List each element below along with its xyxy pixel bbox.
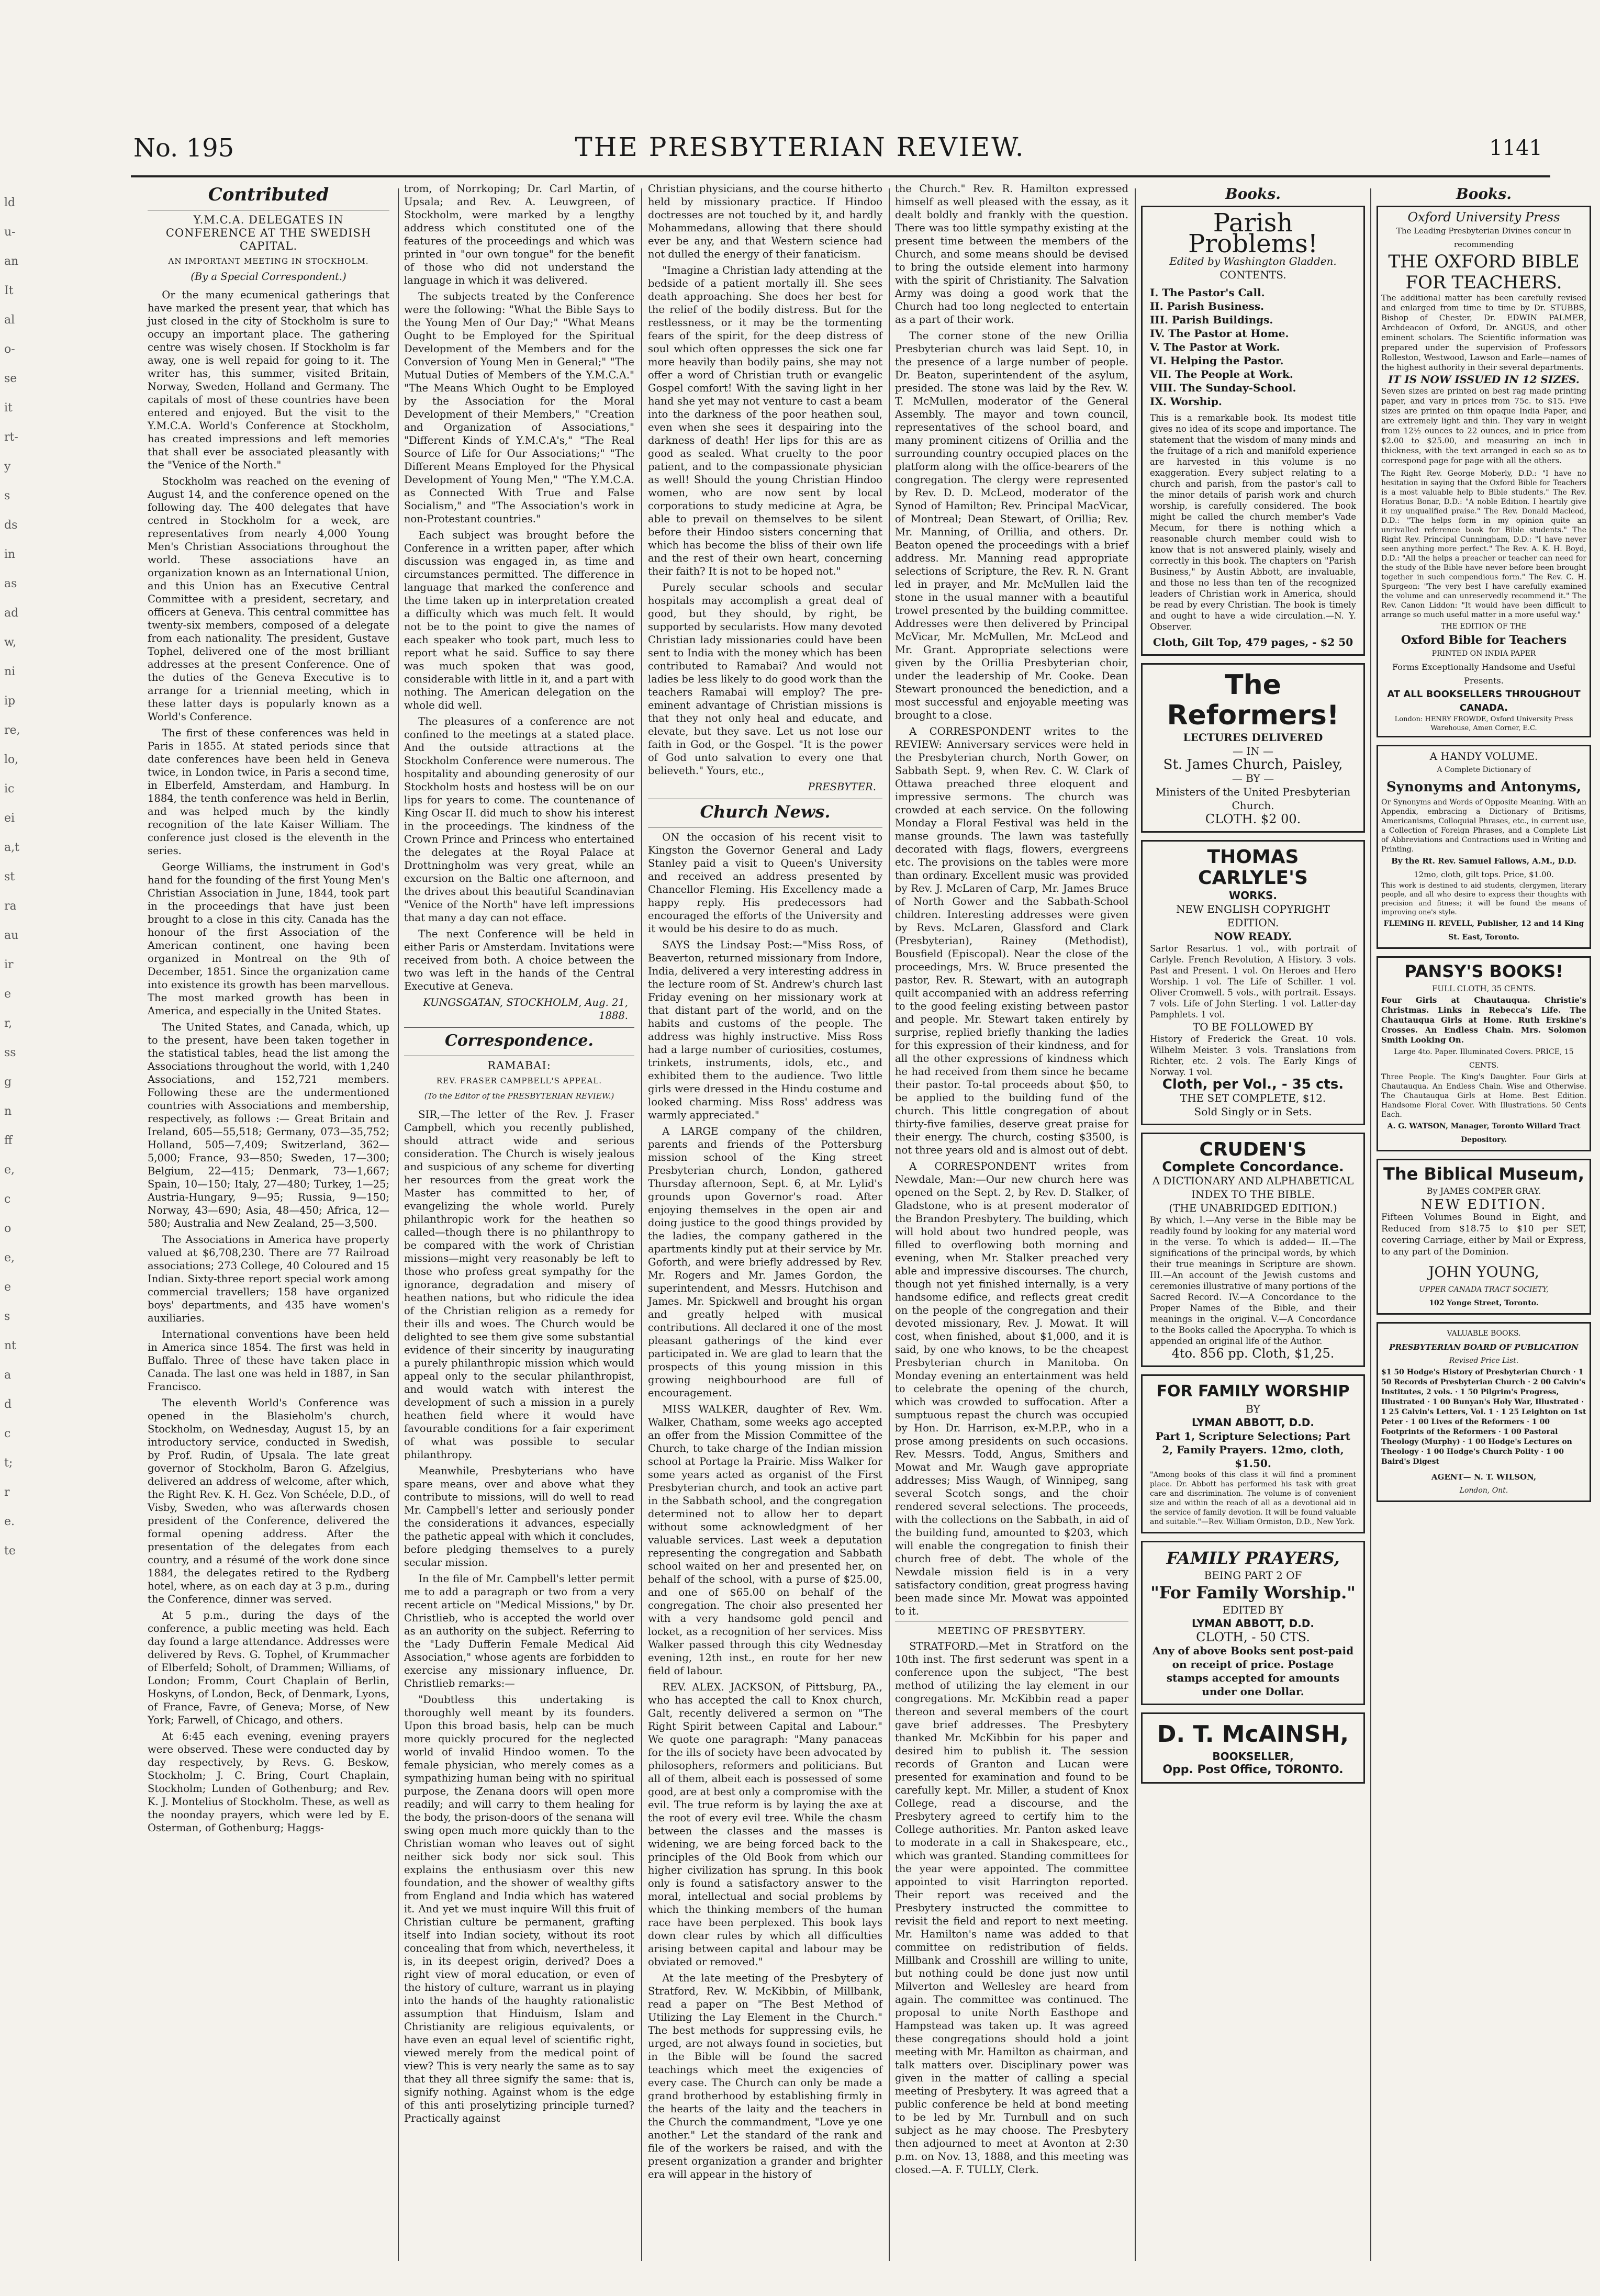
- ad-title: The Biblical Museum,: [1383, 1164, 1584, 1184]
- ad-title: FOR FAMILY WORSHIP: [1156, 1382, 1350, 1401]
- paragraph: A LARGE company of the children, parents and friends of the Pottersburg mission school of the King street Presbyterian church, London, gathered Thursday afternoon, Sept. 6, at Mr. Lylid's grounds upon Governor's road. After enjoying themselves in the open air and doing justice to the good things provided by the ladies, the company gathered in the apartments kindly put at their service by Mr. Goforth, and were briefly addressed by Rev. Mr. Rogers and Mr. James Gordon, the superintendent, and Messrs. Hutchison and James. Mr. Spickwell and brought his organ and greatly helped with musical contributions. All declared it one of the most pleasant gatherings of the kind ever participated in. We are glad to learn that the prospects of this young mission in this growing neighbourhood are full of encouragement.: [648, 1125, 882, 1399]
- ad-biblical-museum: [1377, 1159, 1591, 1315]
- ad-parish-problems: [1141, 206, 1365, 656]
- ad-family-worship: [1141, 1374, 1365, 1533]
- ad-text: Revised Price List.: [1449, 1357, 1519, 1365]
- ad-author: LYMAN ABBOTT, D.D.: [1191, 1416, 1314, 1429]
- masthead-rule: [131, 175, 1550, 177]
- letter-address: (To the Editor of the PRESBYTERIAN REVIEW.): [424, 1091, 614, 1101]
- ad-body: Sartor Resartus. 1 vol., with portrait of Carlyle. French Revolution, A History. 3 vols. Past and Present. 1 vol. On Heroes and Hero Worship. 1 vol. The Life of Schiller. 1 vol. Oliver Cromwell. 5 vols., with portrait. Essays. 7 vols. Life of John Sterling. 1 vol. Latter-day Pamphlets. 1 vol.: [1150, 944, 1356, 1020]
- issue-number: No. 195: [133, 133, 234, 163]
- paragraph: The first of these conferences was held in Paris in 1855. At stated periods since that date conferences have been held in Geneva twice, in London twice, in Paris a second time, in Elberfeld, Amsterdam, and Hamburg. In 1884, the tenth conference was held in Berlin, and was helped much by the kindly recognition of the late Kaiser William. The conference just closed is the eleventh in the series.: [148, 727, 389, 857]
- bookseller-name: D. T. McAINSH,: [1157, 1721, 1349, 1748]
- list-item: III. Parish Buildings.: [1150, 313, 1273, 326]
- paragraph: George Williams, the instrument in God's hand for the founding of the first Young Men's Christian Association in June, 1844, took part in the proceedings that have just been brought to a close in this city. Canada has the honour of the first Association of the American continent, one having been organized in Montreal on the 9th of December, 1851. Since the organization came into existence its growth has been marvellous. The most marked growth has been in America, and especially in the United States.: [148, 861, 389, 1017]
- list-item: I. The Pastor's Call.: [1150, 286, 1265, 299]
- paragraph: The corner stone of the new Orillia Presbyterian church was laid Sept. 10, in the presence of a large number of people. Dr. Beaton, superintendent of the asylum, presided. The stone was laid by the Rev. W. T. McMullen, moderator of the General Assembly. The mayor and town council, representatives of the school board, and many prominent citizens of Orillia and the surrounding country occupied places on the platform along with the office-bearers of the congregation. The clergy were represented by Rev. D. D. McLeod, moderator of the Synod of Hamilton; Rev. Principal MacVicar, of Montreal; Dean Stewart, of Orillia; Rev. Mr. Manning, of Orillia, and others. Dr. Beaton opened the proceedings with a brief address. Mr. Manning read appropriate selections of Scripture, the Rev. R. N. Grant led in prayer, and Mr. McMullen laid the stone in the usual manner with a beautiful trowel presented by the building committee. Addresses were then delivered by Principal McVicar, Mr. McMullen, Mr. McLeod and Mr. Grant. Appropriate selections were given by the Orillia Presbyterian choir, under the leadership of Mr. Cooke. Dean Stewart pronounced the benediction, and a most successful and enjoyable meeting was brought to a close.: [895, 330, 1128, 721]
- ad-publisher: Oxford University Press: [1407, 210, 1560, 225]
- paragraph: Each subject was brought before the Conference in a written paper, after which discussion was engaged in, as time and circumstances permitted. The difference in language that marked the conference and the time taken up in interpretation created a difficulty which was much felt. It would not be to the point to give the names of each speaker who took part, much less to report what he said. Suffice to say there was much spoken that was good, considerable with little in it, and a part with nothing. The American delegation on the whole did well.: [404, 529, 634, 711]
- ad-price: Large 4to. Paper. Illuminated Covers. PRICE, 15 CENTS.: [1394, 1048, 1574, 1070]
- ad-cruden: [1141, 1133, 1365, 1367]
- paragraph: MISS WALKER, daughter of Rev. Wm. Walker, Chatham, some weeks ago accepted an offer from the Mission Committee of the Church, to take charge of the Indian mission school at Portage la Prairie. Miss Walker for some years acted as organist of the First Presbyterian church, and took an active part in the Sabbath school, and the congregation determined not to allow her to depart without some acknowledgment of her valuable services. Last week a deputation representing the congregation and Sabbath school waited on her and presented her, on behalf of the school, with a purse of $25.00, and one of $65.00 on behalf of the congregation. The choir also presented her with a very handsome gold pencil and locket, as a recognition of her services. Miss Walker passed through this city Wednesday evening, 12th inst., en route for her new field of labour.: [648, 1403, 882, 1677]
- ad-text: EDITED BY: [1222, 1604, 1284, 1616]
- ad-carlyle: [1141, 840, 1365, 1125]
- ad-title: CRUDEN'S: [1199, 1139, 1307, 1160]
- ad-text: Ministers of the United Presbyterian Church.: [1155, 786, 1351, 812]
- ad-title: PANSY'S BOOKS!: [1404, 961, 1563, 981]
- paragraph: At the late meeting of the Presbytery of Stratford, Rev. W. McKibbin, of Millbank, read a paper on "The Best Method of Utilizing the Lay Element in the Church." The best methods for suppressing evils, he urged, are not always found in societies, but in the Bible will be found the sacred teachings which meet the exigencies of every case. The Church can only be made a grand brotherhood by establishing firmly in the hearts of the laity and the teachers in the Church the commandment, "Love ye one another." Let the standard of the rank and file of the workers be raised, and with the present organization a grander and brighter era will appear in the history of: [648, 1972, 882, 2180]
- ad-pansy: [1377, 956, 1591, 1151]
- ad-title: Synonyms and Antonyms,: [1386, 779, 1581, 795]
- newspaper-title: THE PRESBYTERIAN REVIEW.: [575, 132, 1025, 162]
- ad-text: Part 1, Scripture Selections; Part 2, Family Prayers. 12mo, cloth, $1.50.: [1155, 1430, 1350, 1470]
- ad-body: Seven sizes are printed on best rag made printing paper, and vary in prices from 75c. to $15. Five sizes are printed on thin opaque India Paper, and are extremely light and thin. They vary in weight from 12½ ounces to 22 ounces, and in price from $2.00 to $25.00, and measuring an inch in thickness, with the text arranged in each so as to correspond page for page with all the others.: [1381, 386, 1586, 465]
- paragraph: The pleasures of a conference are not confined to the meetings at a stated place. And the outside attractions at the Stockholm Conference were numerous. The hospitality and abounding generosity of our Stockholm hosts and hostess will be on our lips for years to come. The countenance of King Oscar II. did much to show his interest in the proceedings. The kindness of the Crown Prince and Princess who entertained the delegates at the Royal Palace at Drottningholm was very great, while an excursion on the Baltic one afternoon, and the drives about this beautiful Scandinavian "Venice of the North" have left impressions that many a day can not efface.: [404, 715, 634, 924]
- ad-text: AT ALL BOOKSELLERS THROUGHOUT CANADA.: [1387, 689, 1581, 713]
- list-item: VIII. The Sunday-School.: [1150, 382, 1296, 394]
- ad-subtitle: Complete Concordance.: [1162, 1159, 1344, 1175]
- bookseller-role: BOOKSELLER,: [1212, 1750, 1294, 1763]
- ad-valuable-books: [1377, 1322, 1591, 1502]
- ad-agent: AGENT— N. T. WILSON,: [1431, 1472, 1537, 1482]
- ad-price: Cloth, Gilt Top, 479 pages, - $2 50: [1153, 636, 1353, 648]
- ad-testimonials: The Right Rev. George Moberly, D.D.: "I have no hesitation in saying that the Oxford Bible for Teachers is a most valuable help to Bible students." The Rev. Horatius Bonar, D.D.: "A noble Edition. I heartily give it my unqualified praise." The Rev. Donald Macleod, D.D.: "The helps form in my opinion quite an unrivalled reference book for Bible students." The Right Rev. Principal Cunningham, D.D.: "I have never seen anything more perfect." The Rev. A. K. H. Boyd, D.D.: "All the helps a preacher or teacher can need for the study of the Bible have never before been brought together in such compendious form." The Rev. C. H. Spurgeon: "The very best I have carefully examined the volume and can unreservedly recommend it." The Rev. Canon Liddon: "It would have been difficult to arrange so much useful matter in a more useful way.": [1381, 469, 1586, 619]
- ad-body: The additional matter has been carefully revised and enlarged from time to time by Dr. STUBBS, Bishop of Chester, Dr. EDWIN PALMER, Archdeacon of Oxford, Dr. ANGUS, and other eminent scholars. The Scientific information was prepared under the supervision of Professors Rolleston, Westwood, Lawson and Earle—names of the highest authority in their several departments.: [1381, 293, 1586, 372]
- ad-mcainsh: [1141, 1712, 1365, 1784]
- ad-title: The Reformers!: [1167, 669, 1339, 731]
- byline: (By a Special Correspondent.): [191, 271, 346, 283]
- paragraph: "Doubtless this undertaking is thoroughly well meant by its founders. Upon this broad basis, help can be much more quickly procured for the neglected world of invalid Hindoo women. To the female physician, who merely comes as a sympathizing human being with no spiritual purpose, the Zenana doors will open more readily; and will carry to them healing for the body, the prison-doors of the senana will swing open much more quickly than to the Christian woman who leaves out of sight neither sick body nor sick soul. This explains the enthusiasm over this new foundation, and the shower of wealthy gifts from England and India which has watered it. And yet we must inquire Will this fruit of Christian culture be permanent, grafting itself into Indian society, without its root concealing that from which, nevertheless, it is, in its deepest origin, derived? Does a right view of moral education, or even of the history of culture, warrant us in playing into the hands of the haughty rationalistic assumption that Hinduism, Islam and Christianity are religious equivalents, or have even an equal level of scientific right, viewed merely from the medical point of view? This is very nearly the same as to say that they all three signify the same: that is, signify nothing. Against whom is the edge of this anti proselytizing principle turned? Practically against: [404, 1694, 634, 2124]
- paragraph: The eleventh World's Conference was opened in the Blasieholm's church, Stockholm, on Wednesday, August 15, by an introductory service, conducted in Swedish, by Prof. Rudin, of Upsala. The late great governor of Stockholm, Baron G. Afzelgius, delivered an address of welcome, after which, the Right Rev. K. H. Gez. Von Schéele, D.D., of Visby, Sweden, who was afterwards chosen president of the Conference, delivered the formal opening address. After the presentation of the delegates from each country, and a résumé of the work done since 1884, the delegates retired to the Rydberg hotel, where, as on each day at 3 p.m., during the Conference, dinner was served.: [148, 1397, 389, 1605]
- column-rule: [1135, 188, 1136, 2261]
- letter-title: RAMABAI:: [487, 1059, 551, 1072]
- ad-body: Or Synonyms and Words of Opposite Meaning. With an Appendix, embracing a Dictionary of Britisms, Americanisms, Colloquial Phrases, etc., in current use, a Collection of Foreign Phrases, and a Complete List of Abbreviations and Contractions used in Writing and Printing.: [1381, 798, 1586, 854]
- paragraph: STRATFORD.—Met in Stratford on the 10th inst. The first sederunt was spent in a conference upon the subject, "The best method of utilizing the lay element in our congregations. Mr. McKibbin read a paper thereon and several members of the court gave brief addresses. The Presbytery thanked Mr. McKibbin for his paper and desired him to publish it. The session records of Granton and Lucan were presented for examination and found to be carefully kept. Mr. Miller, a student of Knox College, read a discourse, and the Presbytery agreed to certify him to the College authorities. Mr. Panton asked leave to moderate in a call in Shakespeare, etc., which was granted. Standing committees for the year were appointed. The committee appointed to visit Harrington reported. Their report was received and the Presbytery instructed the committee to revisit the field and report to next meeting. Mr. Hamilton's name was added to that committee on redistribution of fields. Millbank and Crosshill are willing to unite, but nothing could be done just now until Milverton and Wellesley are heard from again. The committee was continued. The proposal to unite North Easthope and Hampstead was taken up. It was agreed these congregations should hold a joint meeting with Mr. Hamilton as chairman, and talk matters over. Disciplinary power was given in the matter of calling a special meeting of Presbytery. It was agreed that a public conference be held at bond meeting to be led by Mr. Turnbull and on such subject as he may choose. The Presbytery then adjourned to meet at Avonton at 2:30 p.m. on Nov. 13, 1888, and this meeting was closed.—A. F. TULLY, Clerk.: [895, 1640, 1128, 2176]
- ad-address: 102 Yonge Street, Toronto.: [1429, 1299, 1539, 1307]
- paragraph: Purely secular schools and secular hospitals may accomplish a great deal of good, but they should, by right, be supported by secularists. How many devoted Christian lady missionaries could have been sent to India with the money which has been contributed to Ramabai? And would not ladies be less likely to do good work than the teachers Ramabai will employ? The pre-eminent advantage of Christian missions is that they not only heal and educate, and elevate, but they save. Let us not lose our faith in God, or the Gospel. "It is the power of God unto salvation to every one that believeth." Yours, etc.,: [648, 581, 882, 777]
- column-rule: [398, 188, 399, 2261]
- paragraph: The next Conference will be held in either Paris or Amsterdam. Invitations were received from both. A choice between the two was left in the hands of the Central Executive at Geneva.: [404, 928, 634, 992]
- ad-text: BEING PART 2 OF: [1204, 1569, 1302, 1582]
- ad-author: By the Rt. Rev. Samuel Fallows, A.M., D.D.: [1391, 856, 1576, 866]
- paragraph: the Church." Rev. R. Hamilton expressed himself as well pleased with the essay, as it dealt boldly and frankly with the question. There was too little sympathy existing at the present time between the members of the Church, and some means should be devised to bring the outside element into harmony with the spirit of Christianity. The Salvation Army was doing a good work that the Church had too long neglected to entertain as a part of their work.: [895, 183, 1128, 326]
- ad-text: VALUABLE BOOKS.: [1447, 1329, 1521, 1338]
- ad-reformers: [1141, 663, 1365, 833]
- ad-body: This is a remarkable book. Its modest title gives no idea of its scope and importance. The statement that the wisdom of many minds and the fruitage of a rich and manifold experience are harvested in this volume is no exaggeration. Every subject relating to a church and parish, from the pastor's call to the minor details of parish work and church worship, is carefully considered. The book might be called the church member's Vade Mecum, for there is nothing which a reasonable church member could wish to know that is not answered plainly, wisely and correctly in this book. The chapters on "Parish Business," by Austin Abbott, are invaluable, and those no less than ten of the recognized leaders of Christian work in America, should be read by every Christian. The book is timely and ought to have a wide circulation.—N. Y. Observer.: [1150, 413, 1356, 632]
- ad-title: FAMILY PRAYERS,: [1166, 1548, 1340, 1568]
- ad-price: CLOTH, - 50 CTS.: [1196, 1630, 1310, 1644]
- paragraph: Stockholm was reached on the evening of August 14, and the conference opened on the following day. The 400 delegates that have centred in Stockholm for a week, are representatives from nearly 4,000 Young Men's Christian Associations throughout the world. These associations have an organization known as an International Union, and this Union has an Executive Central Committee with a president, secretary, and officers at Geneva. This central committee has twenty-six members, composed of a delegate from each nationality. The president, Gustave Tophel, delivered one of the most brilliant addresses at the present Conference. One of the duties of the Geneva Executive is to arrange for a triennial meeting, which in these latter days is popularly known as a World's Conference.: [148, 475, 389, 723]
- ad-text: Forms Exceptionally Handsome and Useful Presents.: [1392, 662, 1576, 686]
- ad-text: TO BE FOLLOWED BY: [1192, 1021, 1314, 1033]
- paragraph: Meanwhile, Presbyterians who have spare means, over and above what they contribute to missions, will do well to read Mr. Campbell's letter and seriously ponder the considerations it advances, especially the pathetic appeal with which it concludes, before pledging themselves to a purely secular mission.: [404, 1465, 634, 1569]
- section-heading: Books.: [1456, 185, 1512, 203]
- ad-author: By JAMES COMPER GRAY.: [1426, 1186, 1541, 1196]
- letter-subtitle: REV. FRASER CAMPBELL'S APPEAL.: [436, 1076, 602, 1085]
- ad-price: Cloth, per Vol., - 35 cts.: [1162, 1077, 1344, 1092]
- ad-editor: Edited by Washington Gladden.: [1169, 255, 1337, 267]
- bookseller-address: Opp. Post Office, TORONTO.: [1162, 1763, 1344, 1776]
- ad-subtitle: "For Family Worship.": [1150, 1583, 1356, 1603]
- ad-text: UPPER CANADA TRACT SOCIETY,: [1418, 1285, 1549, 1294]
- ad-text: A Complete Dictionary of: [1437, 766, 1531, 774]
- column-rule: [889, 188, 890, 2261]
- ad-text: London: HENRY FROWDE, Oxford University Press Warehouse, Amen Corner, E.C.: [1394, 715, 1573, 732]
- page-number: 1141: [1489, 136, 1542, 160]
- ad-text: NOW READY.: [1214, 930, 1292, 943]
- ad-synonyms: [1377, 745, 1591, 949]
- paragraph: The Associations in America have property valued at $6,708,230. There are 77 Railroad associations; 273 College, 40 Coloured and 15 Indian. Sixty-three report special work among commercial travellers; 158 have organized boys' departments, and 435 have women's auxiliaries.: [148, 1234, 389, 1324]
- section-heading: Correspondence.: [445, 1032, 594, 1050]
- ad-text: — IN —: [1232, 745, 1274, 757]
- ad-text: Sold Singly or in Sets.: [1194, 1105, 1312, 1118]
- meeting-title: MEETING OF PRESBYTERY.: [937, 1626, 1086, 1637]
- divider: [404, 1027, 634, 1028]
- paragraph: SAYS the Lindsay Post:—"Miss Ross, of Beaverton, returned missionary from Indore, India, delivered a very interesting address in the lecture room of St. Andrew's church last Friday evening on her missionary work at that distant part of the world, and on the habits and customs of the people. The address was highly instructive. Miss Ross had a large number of curiosities, costumes, trinkets, instruments, idols, etc., and exhibited them to the audience. Two little girls were dressed in the Hindu costume and looked charming. Miss Ross' address was warmly appreciated.": [648, 939, 882, 1121]
- ad-contents-label: CONTENTS.: [1219, 268, 1286, 281]
- ad-quote: "Among books of this class it will find a prominent place. Dr. Abbott has performed his task with great care and discrimination. The volume is of convenient size and within the reach of all as a devotional aid in the service of family devotion. It will be found valuable and suitable."—Rev. William Ormiston, D.D., New York.: [1150, 1471, 1356, 1526]
- paragraph: trom, of Norrkoping; Dr. Carl Martin, of Upsala; and Rev. A. Leuwgreen, of Stockholm, were marked by a lengthy address which constituted one of the features of the proceedings and which was printed in "our own tongue" for the benefit of those who did not understand the language in which it was delivered.: [404, 183, 634, 286]
- ad-list: $1 50 Hodge's History of Presbyterian Church · 1 50 Records of Presbyterian Church · 2 00 Calvin's Institutes, 2 vols. · 1 50 Pilgrim's Progress, Illustrated · 1 00 Bunyan's Holy War, Illustrated · 1 25 Calvin's Letters, Vol. 1 · 1 25 Leighton on 1st Peter · 1 00 Lives of the Reformers · 1 00 Footprints of the Reformers · 1 00 Pastoral Theology (Murphy) · 1 00 Hodge's Lectures on Theology · 1 00 Hodge's Church Polity · 1 00 Baird's Digest: [1381, 1368, 1586, 1466]
- masthead: [0, 0, 1600, 188]
- ad-title: THE OXFORD BIBLE FOR TEACHERS.: [1388, 251, 1580, 293]
- ad-text: (THE UNABRIDGED EDITION.): [1169, 1202, 1337, 1214]
- ad-author: LYMAN ABBOTT, D.D.: [1191, 1617, 1314, 1630]
- column-four: [895, 182, 1128, 2268]
- paragraph: The United States, and Canada, which, up to the present, have been taken together in the statistical tables, head the list among the Associations throughout the world, with 1,240 Associations, and 152,721 members. Following these are the undermentioned countries with Associations and membership, respectively, as follows :— Great Britain and Ireland, 605—55,518; Germany, 073—35,752; Holland, 505—7,409; Switzerland, 362—5,000; France, 93—850; Sweden, 17—300; Belgium, 22—415; Denmark, 73—1,667; Spain, 10—150; Italy, 27—480; Turkey, 1—25; Austria-Hungary, 9—95; Russia, 9—150; Norway, 43—690; Asia, 48—450; Africa, 12—580; Australia and New Zealand, 25—3,500.: [148, 1021, 389, 1229]
- article-subtitle: AN IMPORTANT MEETING IN STOCKHOLM.: [168, 256, 369, 266]
- paragraph: A CORRESPONDENT writes to the REVIEW: Anniversary services were held in the Presbyterian church, North Gower, on Sabbath Sept. 9, when Rev. C. W. Clark of Ottawa preached three eloquent and impressive sermons. The church was crowded at each service. On the following Monday a Floral Festival was held in the manse grounds. The lawn was tastefully decorated with flags, flowers, evergreens etc. The provisions on the tables were more than ordinary. Excellent music was provided by Rev. J. McLaren of Carp, Mr. James Bruce of North Gower and the Sabbath-School children. Interesting addresses were given by Revs. McLaren, Glassford and Clark (Presbyterian), Rainey (Methodist), Bousfield (Episcopal). Near the close of the proceedings, Mrs. W. Bruce presented the pastor, Rev. R. Stewart, with an autograph quilt accompanied with an address referring to the good feeling existing between pastor and people. Mr. Stewart taken entirely by surprise, replied briefly thanking the ladies for this expression of their kindness, and for all the other expressions of kindness which he had received from them since he became their pastor. To-tal proceeds about $50, to be applied to the building fund of the church. This little congregation of about thirty-five families, deserve great praise for their energy. The church, costing $3500, is not three years old and is almost out of debt.: [895, 725, 1128, 1156]
- article-title: Y.M.C.A. DELEGATES IN CONFERENCE AT THE SWEDISH CAPITAL.: [165, 214, 372, 252]
- ad-text: BY: [1246, 1403, 1260, 1415]
- column-contributed: [148, 182, 389, 2268]
- ad-publisher: FLEMING H. REVELL, Publisher, 12 and 14 King St. East, Toronto.: [1383, 920, 1584, 942]
- list-item: IV. The Pastor at Home.: [1150, 327, 1289, 340]
- ad-text: The Leading Presbyterian Divines concur in recommending: [1396, 226, 1572, 249]
- ad-text: NEW ENGLISH COPYRIGHT EDITION.: [1176, 903, 1330, 929]
- ad-body: History of Frederick the Great. 10 vols. Wilhelm Meister. 3 vols. Translations from Richter, etc. 2 vols. The Early Kings of Norway. 1 vol.: [1150, 1034, 1356, 1077]
- list-item: V. The Pastor at Work.: [1150, 341, 1280, 353]
- paragraph: In the file of Mr. Campbell's letter permit me to add a paragraph or two from a very recent article on "Medical Missions," by Dr. Christlieb, who is accepted the world over as an authority on the subject. Referring to the "Lady Dufferin Female Medical Aid Association," whose agents are forbidden to exercise any missionary influence, Dr. Christlieb remarks:—: [404, 1573, 634, 1689]
- ad-text: NEW EDITION.: [1420, 1197, 1547, 1213]
- ad-text: IT IS NOW ISSUED IN 12 SIZES.: [1388, 373, 1580, 386]
- column-three: [648, 182, 882, 2268]
- paragraph: At 6:45 each evening, evening prayers were observed. These were conducted day by day respectively, by Revs. G. Beskow, Stockholm; J. C. Bring, Court Chaplain, Stockholm; Lunden of Gothenburg; and Rev. K. J. Montelius of Stockholm. These, as well as the noonday prayers, which were led by E. Osterman, of Gothenburg; Haggs-: [148, 1730, 389, 1834]
- paragraph: At 5 p.m., during the days of the conference, a public meeting was held. Each day found a large attendance. Addresses were delivered by Revs. G. Tophel, of Krummacher of Elberfeld; Soholt, of Drammen; Williams, of London; Fromm, Court Chaplain of Berlin, Hoskyns, of London, Beck, of Denmark, Lyons, of France, Favre, of Geneva; Morse, of New York; Farwell, of Chicago, and others.: [148, 1609, 389, 1726]
- ad-price: CLOTH. $2 00.: [1205, 812, 1301, 826]
- ad-note: Any of above Books sent post-paid on receipt of price. Postage stamps accepted for amounts under one Dollar.: [1152, 1644, 1354, 1698]
- ad-contents-list: [1150, 286, 1356, 408]
- signature: PRESBYTER.: [808, 781, 876, 793]
- column-oxford-ads: [1377, 182, 1591, 2268]
- ad-text: PRINTED ON INDIA PAPER: [1431, 649, 1536, 658]
- paragraph: SIR,—The letter of the Rev. J. Fraser Campbell, which you recently published, should attract wide and serious consideration. The Church is wisely jealous and suspicious of any scheme for diverting her resources from the great work the Master has committed to her, of evangelizing the whole world. Purely philanthropic work for the heathen so called—though there is no philanthropy to be compared with the work of Christian missions—might very reasonably be left to those who profess great sympathy for the ignorance, degradation and misery of heathen nations, but who ridicule the idea of the Christian religion as a remedy for their ills and woes. The Church would be delighted to see them give some substantial evidence of their sincerity by inaugurating a purely philanthropic mission which would appeal only to the secular philanthropist, and would watch with interest the development of such a mission in a purely heathen field where it would have favourable conditions for a fair experiment of what was possible to secular philanthropy.: [404, 1108, 634, 1461]
- ad-title: THOMAS CARLYLE'S: [1198, 846, 1308, 889]
- section-heading: Church News.: [700, 802, 831, 822]
- ad-oxford-bible: [1377, 206, 1591, 737]
- column-rule: [641, 188, 642, 2261]
- ad-body: Fifteen Volumes Bound in Eight, and Reduced from $18.75 to $10 per SET, covering Carriage, either by Mail or Express, to any part of the Dominion.: [1381, 1212, 1586, 1257]
- ad-text: FULL CLOTH, 35 CENTS.: [1431, 984, 1536, 993]
- ad-list: Four Girls at Chautauqua. Christie's Christmas. Links in Rebecca's Life. The Chautauqua Girls at Home. Ruth Erskine's Crosses. An Endless Chain. Mrs. Solomon Smith Looking On.: [1381, 995, 1586, 1045]
- ad-price: 12mo, cloth, gilt tops. Price, $1.00.: [1414, 870, 1554, 879]
- ad-price: 4to. 856 pp. Cloth, $1,25.: [1171, 1346, 1335, 1361]
- section-heading: Contributed: [208, 184, 329, 205]
- ad-title: Parish Problems!: [1188, 208, 1318, 259]
- ad-text: A HANDY VOLUME.: [1429, 750, 1538, 763]
- ad-subtitle: WORKS.: [1229, 889, 1277, 902]
- ad-list: Three People. The King's Daughter. Four Girls at Chautauqua. An Endless Chain. Wise and Otherwise. The Chautauqua Girls at Home. Best Edition. Handsome Floral Cover. With Illustrations. 50 Cents Each.: [1381, 1073, 1586, 1119]
- column-book-ads: [1141, 182, 1365, 2268]
- paragraph: The subjects treated by the Conference were the following: "What the Bible Says to the Young Men of Our Day;" "What Means Ought to be Employed for the Spiritual Development of the Members and for the Conversion of Young Men in General;" "The Mutual Duties of Members of the Y.M.C.A." "The Means Which Ought to be Employed by the Association for the Moral Development of their Members," "Creation and Organization of Associations," "Different Kinds of Y.M.C.A's," "The Real Source of Life for Our Associations;" "The Different Means Employed for the Physical Development of Young Men," "The Y.M.C.A. as Connected With True and False Socialism," and "The Association's work in non-Protestant countries.": [404, 290, 634, 525]
- paragraph: REV. ALEX. JACKSON, of Pittsburg, PA., who has accepted the call to Knox church, Galt, recently delivered a sermon on "The Right Spirit between Capital and Labour." We quote one paragraph: "Many panaceas for the ills of society have been advocated by philosophers, reformers and politicians. But all of them, albeit each is possessed of some good, are at best only a compromise with the evil. The true reform is by laying the axe at the root of every evil tree. While the chasm between the classes and the masses is widening, we are being forced back to the principles of the Old Book from which our higher civilization has sprung. In this book only is found a satisfactory answer to the moral, intellectual and social problems by which the thinking members of the human race have been perplexed. This book lays down clear rules by which all difficulties arising between capital and labour may be obviated or removed.": [648, 1681, 882, 1968]
- ad-text: St. James Church, Paisley,: [1163, 757, 1343, 772]
- ad-agent-location: London, Ont.: [1459, 1486, 1508, 1495]
- list-item: IX. Worship.: [1150, 395, 1222, 408]
- paragraph: International conventions have been held in America since 1854. The first was held in Buffalo. Three of these have taken place in Canada. The last one was held in 1887, in San Francisco.: [148, 1328, 389, 1393]
- ad-text: A DICTIONARY AND ALPHABETICAL INDEX TO THE BIBLE.: [1152, 1174, 1354, 1201]
- dateline: KUNGSGATAN, STOCKHOLM, Aug. 21, 1888.: [423, 996, 628, 1022]
- ad-seller: JOHN YOUNG,: [1428, 1263, 1539, 1281]
- ad-publisher: A. G. WATSON, Manager, Toronto Willard Tract Depository.: [1387, 1122, 1581, 1144]
- ad-body: This work is destined to aid students, clergymen, literary people, and all who desire to express their thoughts with precision and fitness; it will be found the means of improving one's style.: [1381, 882, 1586, 916]
- column-two: [404, 182, 634, 2268]
- list-item: VI. Helping the Pastor.: [1150, 354, 1284, 367]
- ad-text: THE EDITION OF THE: [1441, 622, 1527, 631]
- paragraph: ON the occasion of his recent visit to Kingston the Governor General and Lady Stanley paid a visit to Queen's University and received an address presented by Chancellor Fleming. His Excellency made a happy reply. His predecessors had encouraged the efforts of the University and it would be his desire to do as much.: [648, 831, 882, 935]
- margin-letters: ld u- an It al o- se it rt- y s ds in as ad w, ni ip re, lo, ic ei a,t st ra au ir e r, ss g n ff e, c o e, e s nt a d c t; r e. te: [4, 196, 20, 1558]
- paragraph: "Imagine a Christian lady attending at the bedside of a patient mortally ill. She sees death approaching. She does her best for the relief of the bodily distress. But for the restlessness, or it may be the tormenting fears of the spirit, for the deep distress of soul which often oppresses the sick one far more heavily than bodily pains, she may not offer a word of Christian truth or evangelic Gospel comfort! With the saving light in her hand she yet may not venture to cast a beam into the darkness of the poor heathen soul, even when she sees it despairing into the darkness of death! Her lips for this are as good as sealed. What cruelty to the poor patient, and to the compassionate physician as well! Should the young Christian Hindoo women, who are now sent by local corporations to study medicine at Agra, be able to prevail on themselves to be silent before their Hindoo sisters concerning that which has become the bliss of their own life and the rest of their own heart, concerning their faith? It is not to be hoped not.": [648, 264, 882, 577]
- ad-family-prayers: [1141, 1541, 1365, 1705]
- list-item: II. Parish Business.: [1150, 300, 1265, 312]
- paragraph: A CORRESPONDENT writes from Newdale, Man:—Our new church here was opened on the Sept. 2, by Rev. D. Stalker, of Gladstone, who is at present moderator of the Brandon Presbytery. The building, which will hold about two hundred people, was filled to overflowing both morning and evening, when Mr. Stalker preached very able and impressive discourses. The church, though not yet finished internally, is a very handsome edifice, and reflects great credit on the people of the congregation and their devoted missionary, Rev. J. Mowat. It will cost, when finished, about $1,000, and it is said, by one who knows, to be the cheapest Presbyterian church in Manitoba. On Monday evening an entertainment was held to celebrate the opening of the church, which was crowded to suffocation. After a sumptuous repast the church was occupied by Hon. Dr. Harrison, ex-M.P.P., who in a prose among presidents on such occasions. Rev. Messrs. Todd, Angus, Smithers and Mowat and Mr. Waugh gave appropriate addresses; Miss Waugh, of Winnipeg, sang several Scotch songs, and the choir rendered several selections. The proceeds, with the collections on the Sabbath, in aid of the building fund, amounted to $203, which will enable the congregation to finish their church free of debt. The whole of the Newdale mission field is in a very satisfactory condition, great progress having been made since Mr. Mowat was appointed to it.: [895, 1160, 1128, 1617]
- ad-body: By which, I.—Any verse in the Bible may be readily found by looking for any material word in the verse. To which is added— II.—The significations of the principal words, by which their true meanings in Scripture are shown. III.—An account of the Jewish customs and ceremonies illustrative of many portions of the Sacred Record. IV.—A Concordance to the Proper Names of the Bible, and their meanings in the original. V.—A Concordance to the Books called the Apocrypha. To which is appended an original life of the Author.: [1150, 1215, 1356, 1346]
- section-heading: Books.: [1225, 185, 1281, 203]
- paragraph: Or the many ecumenical gatherings that have marked the present year, that which has just closed in the city of Stockholm is sure to occupy an important place. The gathering centre was wisely chosen. If Stockholm is far away, one is well repaid for going to it. The writer has, this summer, visited Britain, Norway, Sweden, Holland and Germany. The capitals of most of these countries have been entered and enjoyed. But the visit to the Y.M.C.A. World's Conference at Stockholm, has created impressions and left memories that shall ever be associated pleasantly with the "Venice of the North.": [148, 289, 389, 471]
- ad-text: THE SET COMPLETE, $12.: [1180, 1092, 1326, 1104]
- ad-text: — BY —: [1232, 772, 1274, 785]
- ad-text: Oxford Bible for Teachers: [1401, 633, 1567, 647]
- paragraph: Christian physicians, and the course hitherto held by missionary practice. If Hindoo doctresses are not touched by it, and hardly Mohammedans, allowing that there should ever be any, and that Western science had not dulled the energy of their fanaticism.: [648, 183, 882, 260]
- column-rule: [1370, 188, 1371, 2261]
- ad-title: PRESBYTERIAN BOARD OF PUBLICATION: [1389, 1342, 1579, 1352]
- ad-subtitle: LECTURES DELIVERED: [1183, 731, 1323, 744]
- list-item: VII. The People at Work.: [1150, 368, 1293, 380]
